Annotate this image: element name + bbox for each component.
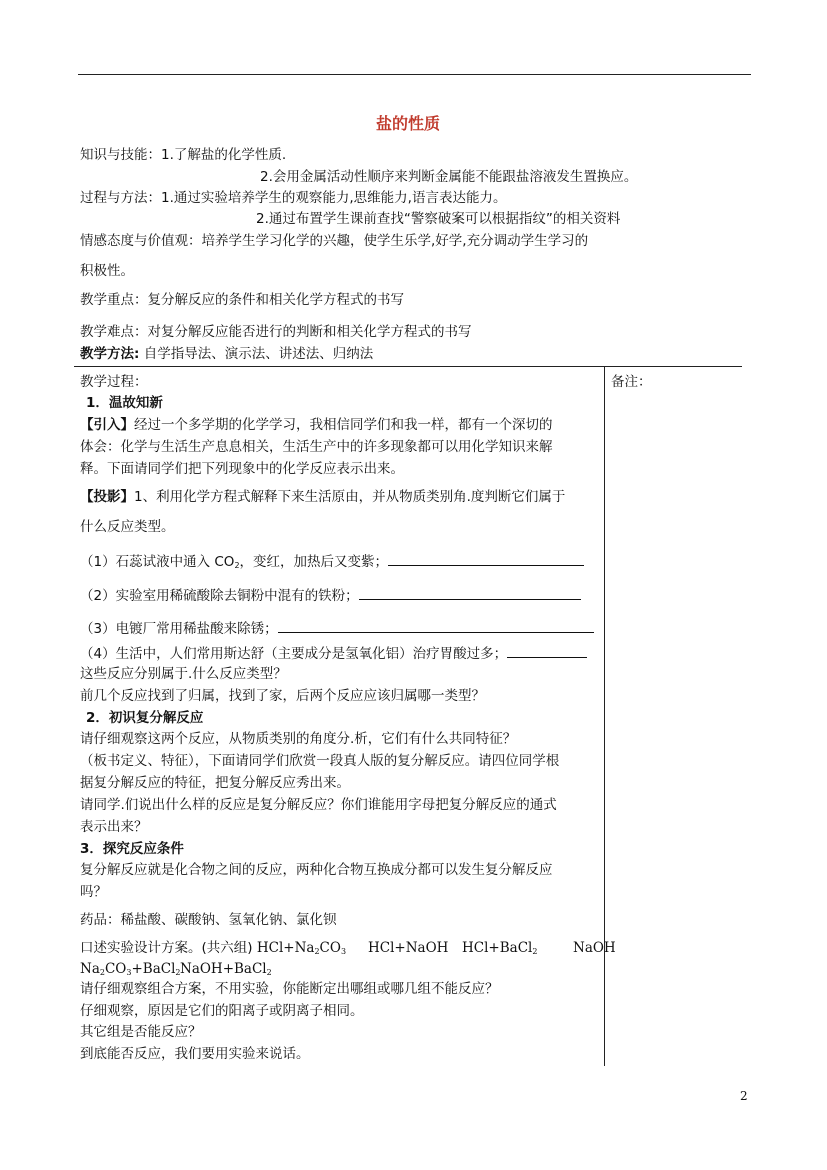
question-1-rest: ，变红，加热后又变紫； <box>239 554 389 570</box>
question-2 <box>80 587 581 604</box>
equation-2: HCl+NaOH <box>368 940 449 956</box>
definition-line-1: （板书定义、特征），下面请同学们欣赏一段真人版的复分解反应。请四位同学根 <box>80 753 560 769</box>
reason-line: 仔细观察，原因是它们的阳离子或阴离子相同。 <box>80 1003 364 1019</box>
page-title: 盐的性质 <box>376 114 441 133</box>
types-question: 这些反应分别属于.什么反应类型？ <box>80 666 287 682</box>
equation-4: NaOH <box>573 940 616 956</box>
question-4-text: （4）生活中，人们常用斯达舒（主要成分是氢氧化铝）治疗胃酸过多； <box>80 646 508 662</box>
drugs-line: 药品：稀盐酸、碳酸钠、氢氧化钠、氯化钡 <box>80 912 337 928</box>
ask-line-1: 请同学.们说出什么样的反应是复分解反应？你们谁能用字母把复分解反应的通式 <box>80 797 557 813</box>
method-label: 教学方法: <box>80 346 140 362</box>
intro-line-1 <box>80 417 553 433</box>
knowledge-item-1: 1.了解盐的化学性质. <box>161 147 287 163</box>
teaching-method <box>80 346 373 362</box>
intro-line-2: 体会：化学与生活生产息息相关，生活生产中的许多现象都可以用化学知识来解 <box>80 439 553 455</box>
question-1-text: （1）石蕊试液中通入 CO <box>80 554 235 570</box>
experiment-line: 到底能否反应，我们要用实验来说话。 <box>80 1046 310 1062</box>
projection-line-2: 什么反应类型。 <box>80 519 175 535</box>
question-3-text: （3）电镀厂常用稀盐酸来除锈； <box>80 621 278 637</box>
process-item-1: 1.通过实验培养学生的观察能力,思维能力,语言表达能力。 <box>161 190 507 206</box>
projection-label: 【投影】 <box>80 489 134 505</box>
knowledge-label: 知识与技能： <box>80 147 161 163</box>
process-item-2: 2.通过布置学生课前查找“警察破案可以根据指纹”的相关资料 <box>256 211 621 227</box>
answer-blank-4[interactable] <box>507 645 587 658</box>
answer-blank-2[interactable] <box>359 587 581 600</box>
projection-line-1 <box>80 489 565 505</box>
notes-header: 备注： <box>611 374 652 390</box>
equation-6: NaOH+BaCl$_2$ <box>180 961 272 977</box>
key-point: 教学重点：复分解反应的条件和相关化学方程式的书写 <box>80 292 404 308</box>
table-column-divider <box>604 366 605 1066</box>
page-number: 2 <box>740 1089 748 1103</box>
plan-line <box>80 940 346 957</box>
question-1-subscript: 2 <box>234 561 240 570</box>
knowledge-item-2: 2.会用金属活动性顺序来判断金属能不能跟盐溶液发生置换应。 <box>260 169 638 185</box>
answer-blank-1[interactable] <box>388 553 584 566</box>
intro-text-1: 经过一个多学期的化学学习，我相信同学们和我一样，都有一个深切的 <box>134 417 553 433</box>
emotion-line-cont: 积极性。 <box>80 263 134 279</box>
answer-blank-3[interactable] <box>278 620 594 633</box>
intro-line-3: 释。下面请同学们把下列现象中的化学反应表示出来。 <box>80 461 404 477</box>
header-rule <box>78 74 751 75</box>
home-question: 前几个反应找到了归属，找到了家，后两个反应应该归属哪一类型？ <box>80 688 485 704</box>
plan-text: 口述实验设计方案。(共六组) <box>80 940 253 956</box>
process-line-1 <box>80 190 506 206</box>
question-3 <box>80 620 594 637</box>
difficulty: 教学难点：对复分解反应能否进行的判断和相关化学方程式的书写 <box>80 324 472 340</box>
process-label: 过程与方法： <box>80 190 161 206</box>
equation-1: $HCl+Na_2CO_3$ <box>256 940 347 956</box>
question-2-text: （2）实验室用稀硫酸除去铜粉中混有的铁粉； <box>80 588 359 604</box>
method-text: 自学指导法、演示法、讲述法、归纳法 <box>143 346 374 362</box>
projection-text-1: 1、利用化学方程式解释下来生活原由，并从物质类别角.度判断它们属于 <box>134 489 566 505</box>
other-question: 其它组是否能反应？ <box>80 1024 202 1040</box>
combo-question: 请仔细观察组合方案，不用实验，你能断定出哪组或哪几组不能反应？ <box>80 981 499 997</box>
intro-label: 【引入】 <box>80 417 134 433</box>
section-heading-3: 3．探究反应条件 <box>80 841 184 857</box>
condition-line-1: 复分解反应就是化合物之间的反应，两种化合物互换成分都可以发生复分解反应 <box>80 862 553 878</box>
emotion-line: 情感态度与价值观：培养学生学习化学的兴趣，使学生乐学,好学,充分调动学生学习的 <box>80 233 589 249</box>
knowledge-line-1 <box>80 147 286 163</box>
equation-3: HCl+BaCl$_2$ <box>462 940 538 956</box>
condition-line-2: 吗？ <box>80 884 107 900</box>
table-top-rule <box>74 366 742 367</box>
question-4 <box>80 645 587 662</box>
definition-line-2: 据复分解反应的特征，把复分解反应秀出来。 <box>80 775 350 791</box>
equation-5: $Na_2CO_3+BaCl_2$ <box>80 961 181 977</box>
question-1 <box>80 553 584 571</box>
observe-line: 请仔细观察这两个反应，从物质类别的角度分.析，它们有什么共同特征？ <box>80 731 517 747</box>
section-heading-2: 2．初识复分解反应 <box>86 710 204 726</box>
section-heading-1: 1．温故知新 <box>86 395 163 411</box>
ask-line-2: 表示出来？ <box>80 819 148 835</box>
process-header: 教学过程： <box>80 374 148 390</box>
